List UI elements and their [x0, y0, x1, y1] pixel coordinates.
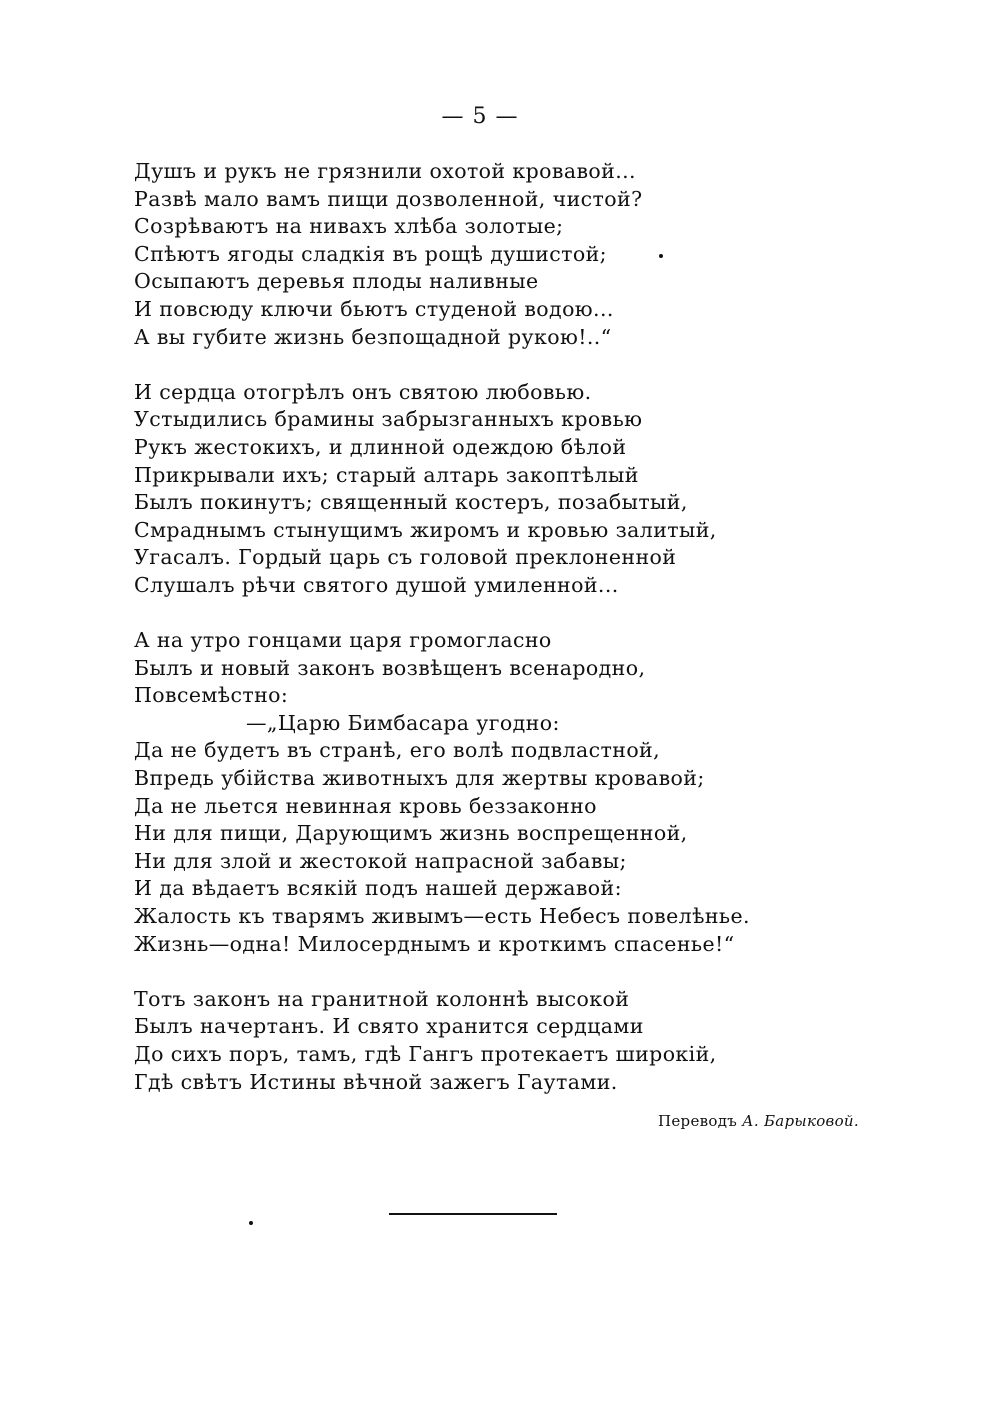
- poem-line: До сихъ поръ, тамъ, гдѣ Гангъ протекаетъ широкій,: [134, 1042, 717, 1066]
- poem-line: Жалость къ тварямъ живымъ—есть Небесъ повелѣнье.: [134, 904, 750, 929]
- poem-line: Созрѣваютъ на нивахъ хлѣба золотые;: [134, 214, 564, 239]
- stanza-4: [134, 986, 894, 1096]
- poem-line: И сердца отогрѣлъ онъ святою любовью.: [134, 379, 592, 404]
- poem-line: Впредь убійства животныхъ для жертвы кровавой;: [134, 766, 705, 791]
- translator-name: А. Барыковой.: [742, 1112, 859, 1130]
- poem-line: Повсемѣстно:: [134, 683, 289, 708]
- translator-prefix: Переводъ: [658, 1112, 738, 1130]
- poem-line: Ни для пищи, Дарующимъ жизнь воспрещенной,: [134, 821, 688, 846]
- poem-line: А вы губите жизнь безпощадной рукою!..“: [134, 324, 612, 349]
- poem-line: Рукъ жестокихъ, и длинной одеждою бѣлой: [134, 434, 627, 459]
- stanza-1: [134, 158, 894, 351]
- poem-line-indented: —„Царю Бимбасара угодно:: [246, 710, 560, 735]
- poem-line: Да не льется невинная кровь беззаконно: [134, 793, 597, 818]
- stanza-gap: [134, 600, 894, 628]
- poem-line: Угасалъ. Гордый царь съ головой преклоненной: [134, 545, 677, 570]
- poem-line: Душъ и рукъ не грязнили охотой кровавой...: [134, 159, 636, 183]
- poem-line: Слушалъ рѣчи святого душой умиленной...: [134, 572, 619, 597]
- poem-line: И да вѣдаетъ всякій подъ нашей державой:: [134, 876, 622, 901]
- page-number: — 5 —: [441, 104, 519, 129]
- translator-credit: [658, 1112, 859, 1130]
- poem-line: И повсюду ключи бьютъ студеной водою...: [134, 296, 614, 321]
- print-speck: [659, 254, 663, 258]
- stanza-3: [134, 627, 894, 958]
- poem-line: Жизнь—одна! Милосерднымъ и кроткимъ спасенье!“: [134, 931, 735, 956]
- stanza-2: [134, 379, 894, 600]
- poem-line: Да не будетъ въ странѣ, его волѣ подвластной,: [134, 738, 661, 763]
- poem-line: А на утро гонцами царя громогласно: [134, 628, 552, 653]
- poem-line: Былъ покинутъ; священный костеръ, позабытый,: [134, 490, 688, 515]
- poem-line: Былъ начертанъ. И свято хранится сердцами: [134, 1014, 644, 1039]
- poem-line: Устыдились брамины забрызганныхъ кровью: [134, 407, 643, 432]
- stanza-gap: [134, 351, 894, 379]
- print-speck: [249, 1221, 253, 1225]
- poem-line: Прикрывали ихъ; старый алтарь закоптѣлый: [134, 462, 639, 487]
- closing-rule: [389, 1213, 557, 1215]
- poem: [134, 158, 894, 1096]
- poem-line: Спѣютъ ягоды сладкія въ рощѣ душистой;: [134, 241, 607, 266]
- poem-line: Смраднымъ стынущимъ жиромъ и кровью залитый,: [134, 517, 717, 542]
- poem-line: Гдѣ свѣтъ Истины вѣчной зажегъ Гаутами.: [134, 1069, 618, 1094]
- stanza-gap: [134, 958, 894, 986]
- poem-line: Развѣ мало вамъ пищи дозволенной, чистой?: [134, 186, 643, 211]
- poem-line: Ни для злой и жестокой напрасной забавы;: [134, 848, 627, 873]
- poem-line: Осыпаютъ деревья плоды наливные: [134, 269, 539, 294]
- poem-line: Тотъ законъ на гранитной колоннѣ высокой: [134, 986, 630, 1011]
- poem-line: Былъ и новый законъ возвѣщенъ всенародно,: [134, 655, 646, 680]
